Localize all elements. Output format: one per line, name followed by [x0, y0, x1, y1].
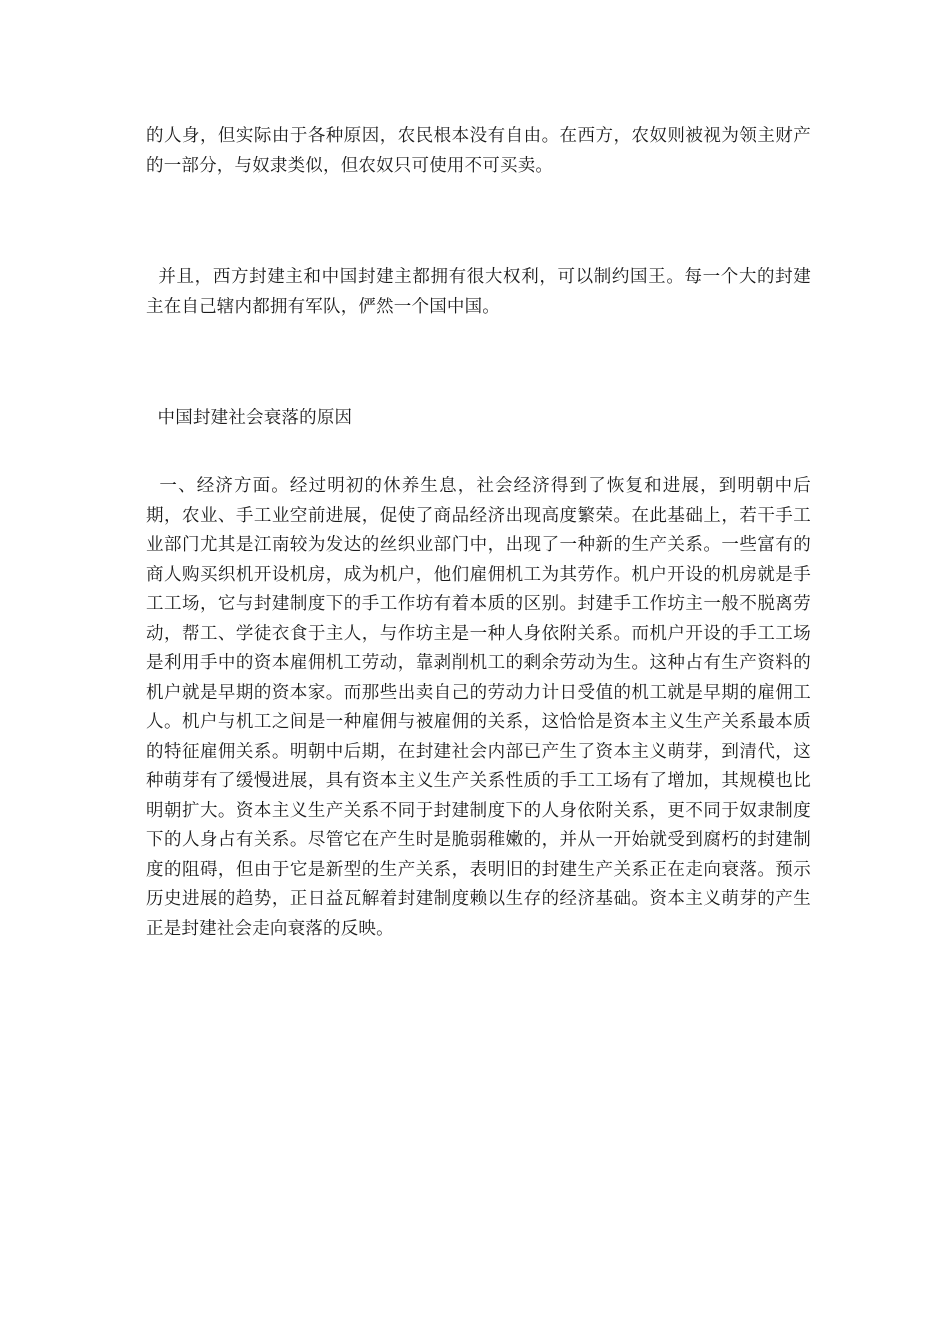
section-heading: 中国封建社会衰落的原因: [146, 408, 353, 428]
body-paragraph: 并且，西方封建主和中国封建主都拥有很大权利，可以制约国王。每一个大的封建主在自己辖内都拥有军队，俨然一个国中国。: [146, 267, 811, 317]
section-body-paragraph: 一、经济方面。经过明初的休养生息，社会经济得到了恢复和进展，到明朝中后期，农业、手工业空前进展，促使了商品经济出现高度繁荣。在此基础上，若干手工业部门尤其是江南较为发达的丝织业部门中，出现了一种新的生产关系。一些富有的商人购买织机开设机房，成为机户，他们雇佣机工为其劳作。机户开设的机房就是手工工场，它与封建制度下的手工作坊有着本质的区别。封建手工作坊主一般不脱离劳动，帮工、学徒衣食于主人，与作坊主是一种人身依附关系。而机户开设的手工工场是利用手中的资本雇佣机工劳动，靠剥削机工的剩余劳动为生。这种占有生产资料的机户就是早期的资本家。而那些出卖自己的劳动力计日受值的机工就是早期的雇佣工人。机户与机工之间是一种雇佣与被雇佣的关系，这恰恰是资本主义生产关系最本质的特征雇佣关系。明朝中后期，在封建社会内部已产生了资本主义萌芽，到清代，这种萌芽有了缓慢进展，具有资本主义生产关系性质的手工工场有了增加，其规模也比明朝扩大。资本主义生产关系不同于封建制度下的人身依附关系，更不同于奴隶制度下的人身占有关系。尽管它在产生时是脆弱稚嫩的，并从一开始就受到腐朽的封建制度的阻碍，但由于它是新型的生产关系，表明旧的封建生产关系正在走向衰落。预示历史进展的趋势，正日益瓦解着封建制度赖以生存的经济基础。资本主义萌芽的产生正是封建社会走向衰落的反映。: [146, 476, 812, 939]
body-paragraph: 的人身，但实际由于各种原因，农民根本没有自由。在西方，农奴则被视为领主财产的一部分，与奴隶类似，但农奴只可使用不可买卖。: [146, 126, 811, 176]
